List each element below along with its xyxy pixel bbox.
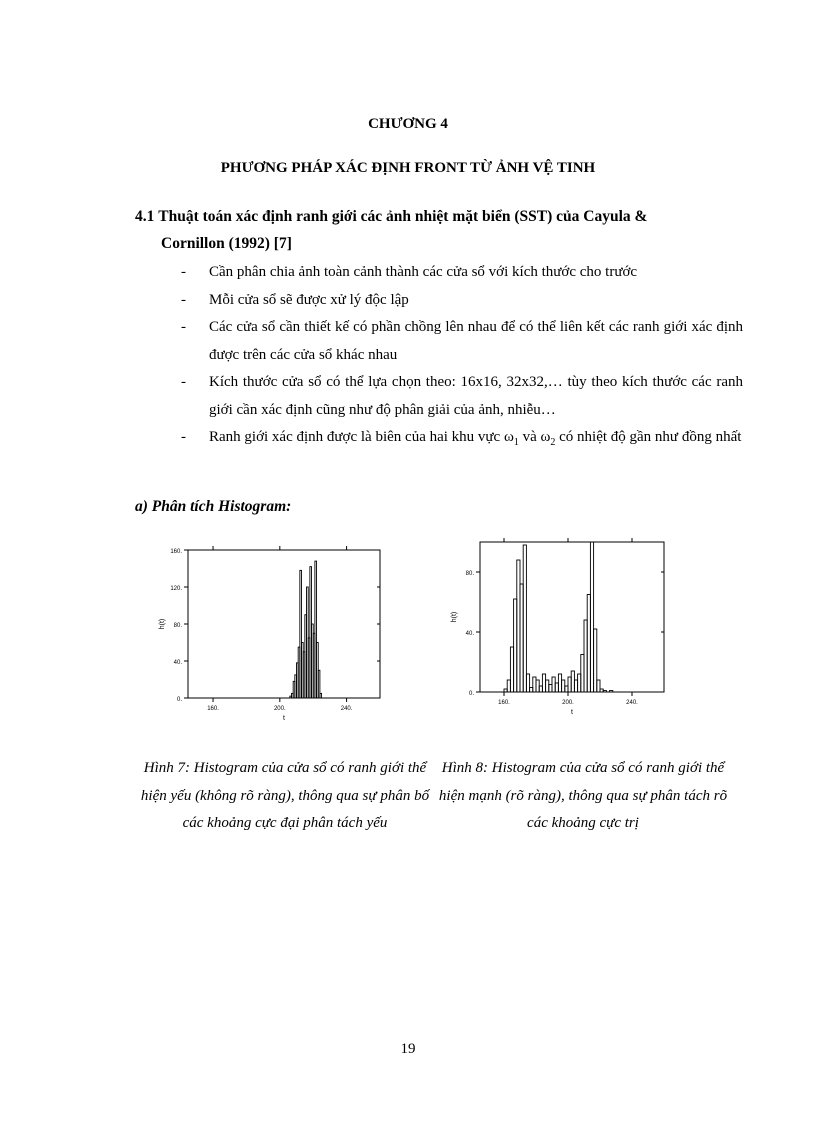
histogram-bar: [530, 688, 533, 693]
section-heading-line1: Thuật toán xác định ranh giới các ảnh nhiệt mặt biển (SST) của Cayula &: [158, 208, 648, 225]
subheading-histogram: a) Phân tích Histogram:: [135, 498, 292, 515]
y-axis-label: h(t): [159, 618, 166, 630]
histogram-bar: [568, 677, 571, 692]
histogram-bar: [597, 680, 600, 692]
section-heading: [135, 203, 745, 257]
histogram-bar: [584, 620, 587, 692]
histogram-bar: [542, 674, 545, 692]
bullet5-text-middle: và ω: [518, 429, 551, 445]
histogram-figure-7: [150, 538, 390, 722]
histogram-bar: [562, 680, 565, 692]
histogram-bar: [571, 671, 574, 692]
histogram-figure-8: [444, 530, 674, 720]
histogram-bar: [539, 686, 542, 692]
histogram-bar: [578, 674, 581, 692]
y-axis-label: h(t): [451, 611, 458, 623]
histogram-bar: [517, 560, 520, 692]
x-tick-label: 200.: [562, 700, 574, 706]
histogram-bar: [555, 683, 558, 692]
list-item: - Các cửa sổ cần thiết kế có phần chồng lên nhau để có thể liên kết các ranh giới xác định được trên các cửa sổ khác nhau: [181, 314, 743, 369]
histogram-chart-8: [444, 530, 674, 720]
histogram-bar: [574, 680, 577, 692]
histogram-bar: [514, 599, 517, 692]
plot-frame: [480, 542, 664, 692]
histogram-bar: [510, 647, 513, 692]
y-tick-label: 160.: [170, 549, 182, 555]
figure-8-caption: Hình 8: Histogram của cửa sổ có ranh giới thể hiện mạnh (rõ ràng), thông qua sự phân tách rõ các khoảng cực trị: [438, 760, 728, 831]
histogram-bar: [549, 685, 552, 693]
bullet5-text-before: Ranh giới xác định được là biên của hai khu vực ω: [209, 429, 514, 445]
x-tick-label: 160.: [498, 700, 510, 706]
figure-7-caption: Hình 7: Histogram của cửa sổ có ranh giới thể hiện yếu (không rõ ràng), thông qua sự phân bố các khoảng cực đại phân tách yếu: [140, 760, 430, 831]
histogram-bar: [536, 680, 539, 692]
y-tick-label: 80.: [465, 571, 474, 577]
x-axis-label: t: [571, 709, 573, 716]
histogram-chart-7: [150, 538, 390, 722]
histogram-bar: [610, 691, 613, 693]
plot-frame: [188, 550, 380, 698]
histogram-bar: [587, 595, 590, 693]
list-item: - Cần phân chia ảnh toàn cảnh thành các cửa sổ với kích thước cho trước: [181, 259, 743, 287]
histogram-bar: [526, 674, 529, 692]
histogram-bar: [565, 686, 568, 692]
list-item: - Kích thước cửa sổ có thể lựa chọn theo: 16x16, 32x32,… tùy theo kích thước các ranh giới cần xác định cũng như độ phân giải của ảnh, nhiễu…: [181, 369, 743, 424]
histogram-bar: [533, 677, 536, 692]
section-heading-line2: Cornillon (1992) [7]: [161, 235, 292, 252]
histogram-bar: [546, 680, 549, 692]
histogram-bar: [558, 674, 561, 692]
section-number: 4.1: [135, 208, 155, 225]
page-number: 19: [400, 1041, 416, 1057]
histogram-bar: [552, 677, 555, 692]
histogram-bar: [581, 655, 584, 693]
x-tick-label: 240.: [340, 706, 353, 712]
histogram-bar: [594, 629, 597, 692]
histogram-bar: [590, 542, 593, 692]
x-axis-label: t: [283, 715, 285, 722]
histogram-bar: [507, 680, 510, 692]
histogram-bar: [320, 693, 322, 698]
y-tick-label: 0.: [468, 691, 474, 697]
list-item: - Mỗi cửa sổ sẽ được xử lý độc lập: [181, 287, 743, 315]
y-tick-label: 40.: [465, 631, 474, 637]
x-tick-label: 160.: [207, 706, 219, 712]
x-tick-label: 200.: [273, 706, 286, 712]
y-tick-label: 120.: [170, 586, 182, 592]
omega-subscript-2: 2: [550, 437, 556, 448]
x-tick-label: 240.: [626, 700, 638, 706]
bullet5-text-after: có nhiệt độ gần như đồng nhất: [555, 429, 742, 445]
y-tick-label: 40.: [173, 660, 182, 666]
chapter-heading: CHƯƠNG 4: [368, 116, 448, 132]
histogram-bar: [520, 584, 523, 692]
chapter-title: PHƯƠNG PHÁP XÁC ĐỊNH FRONT TỪ ẢNH VỆ TINH: [220, 160, 596, 176]
histogram-bar: [523, 545, 526, 692]
bullet-list: [181, 259, 743, 457]
omega-subscript-1: 1: [513, 437, 519, 448]
list-item: [181, 424, 743, 457]
y-tick-label: 0.: [176, 697, 182, 703]
y-tick-label: 80.: [173, 623, 182, 629]
histogram-bar: [603, 691, 606, 693]
